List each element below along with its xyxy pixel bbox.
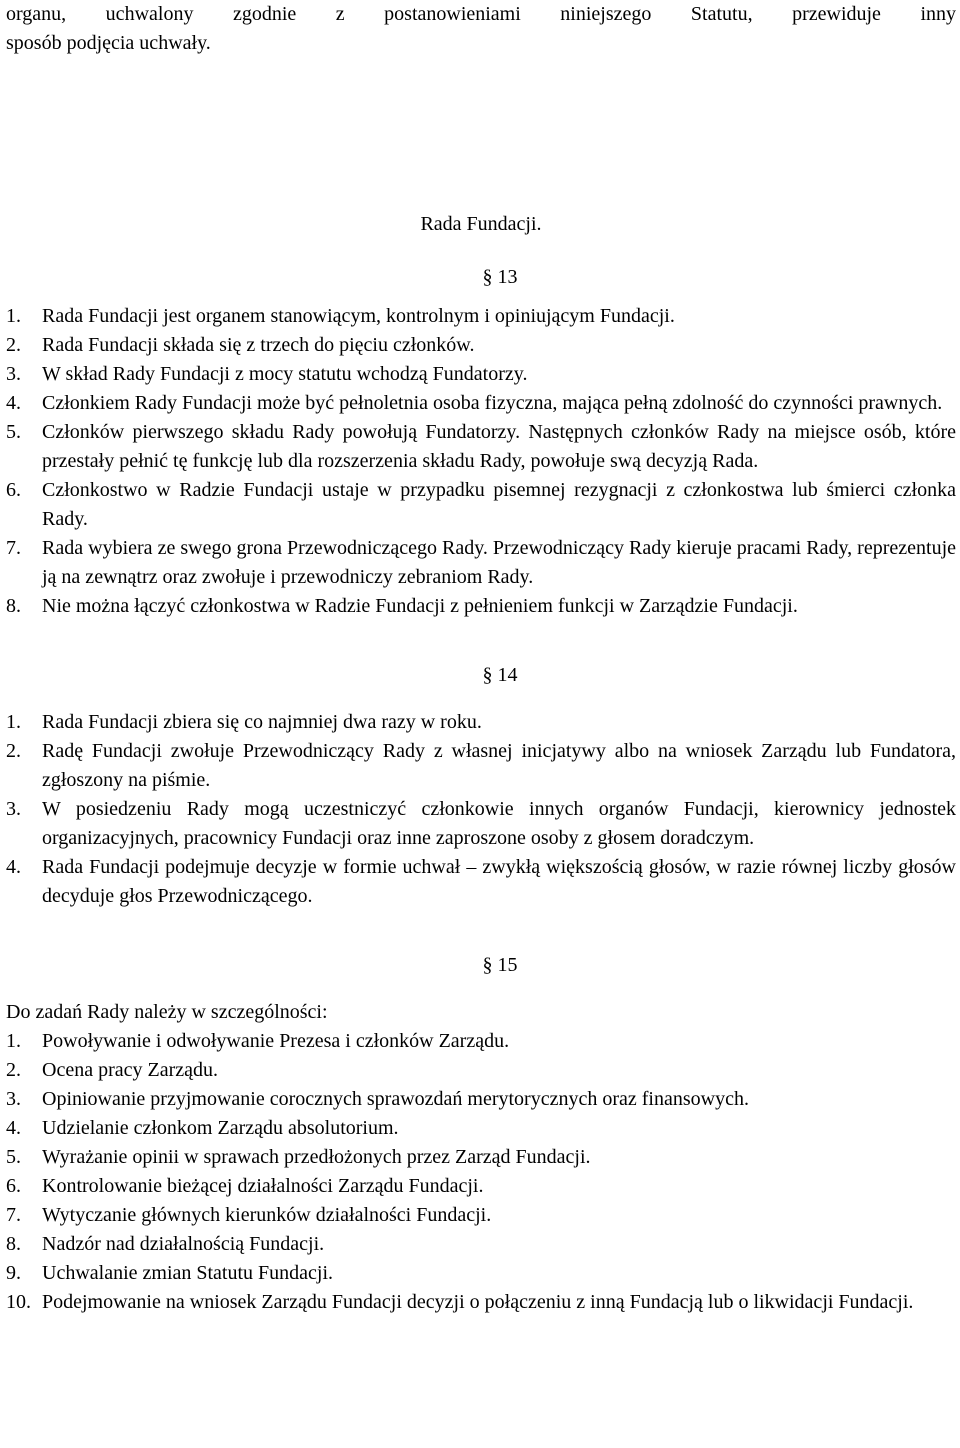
item-text: Wyrażanie opinii w sprawach przedłożonych przez Zarząd Fundacji. bbox=[42, 1146, 591, 1168]
item-text: Wytyczanie głównych kierunków działalności Fundacji. bbox=[42, 1204, 492, 1226]
intro-line-1: organu, uchwalony zgodnie z postanowieniami niniejszego Statutu, przewiduje inny bbox=[6, 3, 956, 25]
item-text: W posiedzeniu Rady mogą uczestniczyć członkowie innych organów Fundacji, kierownicy jednostek organizacyjnych, pracownicy Fundacji oraz inne zaproszone osoby z głosem doradczym. bbox=[42, 798, 956, 849]
paragraph-sign-15: § 15 bbox=[482, 954, 518, 976]
section-13-list bbox=[6, 302, 956, 621]
list-item bbox=[6, 1056, 956, 1085]
item-text: Rada wybiera ze swego grona Przewodniczącego Rady. Przewodniczący Rady kieruje pracami Rady, reprezentuje ją na zewnątrz oraz zwołuje i przewodniczy zebraniom Rady. bbox=[42, 537, 956, 588]
item-number: 5. bbox=[6, 1146, 21, 1168]
item-text: Nadzór nad działalnością Fundacji. bbox=[42, 1233, 325, 1255]
item-text: Powoływanie i odwoływanie Prezesa i członków Zarządu. bbox=[42, 1030, 510, 1052]
list-item bbox=[6, 389, 956, 418]
item-number: 1. bbox=[6, 711, 21, 733]
item-number: 4. bbox=[6, 392, 21, 414]
list-item bbox=[6, 737, 956, 795]
item-number: 7. bbox=[6, 537, 21, 559]
item-number: 1. bbox=[6, 1030, 21, 1052]
item-text: W skład Rady Fundacji z mocy statutu wchodzą Fundatorzy. bbox=[42, 363, 528, 385]
section-14-list bbox=[6, 708, 956, 911]
list-item bbox=[6, 360, 956, 389]
list-item bbox=[6, 534, 956, 592]
item-number: 6. bbox=[6, 1175, 21, 1197]
item-text: Członków pierwszego składu Rady powołują Fundatorzy. Następnych członków Rady na miejsce osób, które przestały pełnić tę funkcję lub dla rozszerzenia składu Rady, powołuje swą decyzją Rada. bbox=[42, 421, 956, 472]
document-page bbox=[6, 0, 956, 1317]
item-text: Nie można łączyć członkostwa w Radzie Fundacji z pełnieniem funkcji w Zarządzie Fundacji. bbox=[42, 595, 798, 617]
item-number: 4. bbox=[6, 1117, 21, 1139]
item-text: Ocena pracy Zarządu. bbox=[42, 1059, 218, 1081]
item-number: 3. bbox=[6, 1088, 21, 1110]
list-item bbox=[6, 1172, 956, 1201]
item-number: 2. bbox=[6, 740, 21, 762]
list-item bbox=[6, 302, 956, 331]
item-text: Uchwalanie zmian Statutu Fundacji. bbox=[42, 1262, 334, 1284]
item-text: Podejmowanie na wniosek Zarządu Fundacji decyzji o połączeniu z inną Fundacją lub o likwidacji Fundacji. bbox=[42, 1291, 914, 1313]
list-item bbox=[6, 592, 956, 621]
item-text: Rada Fundacji podejmuje decyzje w formie uchwał – zwykłą większością głosów, w razie równej liczby głosów decyduje głos Przewodniczącego. bbox=[42, 856, 956, 907]
item-number: 9. bbox=[6, 1262, 21, 1284]
item-text: Udzielanie członkom Zarządu absolutorium. bbox=[42, 1117, 399, 1139]
section-15-list bbox=[6, 1027, 956, 1317]
item-number: 6. bbox=[6, 479, 21, 501]
list-item bbox=[6, 853, 956, 911]
list-item bbox=[6, 708, 956, 737]
item-text: Radę Fundacji zwołuje Przewodniczący Rady z własnej inicjatywy albo na wniosek Zarządu lub Fundatora, zgłoszony na piśmie. bbox=[42, 740, 956, 791]
item-number: 10. bbox=[6, 1291, 31, 1313]
item-number: 3. bbox=[6, 798, 21, 820]
paragraph-sign-13: § 13 bbox=[482, 266, 518, 288]
list-item bbox=[6, 1027, 956, 1056]
item-number: 8. bbox=[6, 595, 21, 617]
item-text: Członkiem Rady Fundacji może być pełnoletnia osoba fizyczna, mająca pełną zdolność do czynności prawnych. bbox=[42, 392, 943, 414]
list-item bbox=[6, 418, 956, 476]
item-text: Członkostwo w Radzie Fundacji ustaje w przypadku pisemnej rezygnacji z członkostwa lub śmierci członka Rady. bbox=[42, 479, 956, 530]
item-number: 1. bbox=[6, 305, 21, 327]
list-item bbox=[6, 331, 956, 360]
list-item bbox=[6, 1259, 956, 1288]
list-item bbox=[6, 1114, 956, 1143]
item-number: 2. bbox=[6, 334, 21, 356]
list-item bbox=[6, 1143, 956, 1172]
list-item bbox=[6, 1288, 956, 1317]
item-number: 8. bbox=[6, 1233, 21, 1255]
list-item bbox=[6, 1085, 956, 1114]
item-number: 3. bbox=[6, 363, 21, 385]
item-text: Rada Fundacji składa się z trzech do pięciu członków. bbox=[42, 334, 475, 356]
item-number: 5. bbox=[6, 421, 21, 443]
list-item bbox=[6, 476, 956, 534]
section-title: Rada Fundacji. bbox=[420, 213, 542, 235]
paragraph-sign-14: § 14 bbox=[482, 664, 518, 686]
item-text: Opiniowanie przyjmowanie corocznych sprawozdań merytorycznych oraz finansowych. bbox=[42, 1088, 749, 1110]
list-item bbox=[6, 795, 956, 853]
intro-line-2: sposób podjęcia uchwały. bbox=[6, 32, 211, 54]
item-text: Rada Fundacji jest organem stanowiącym, kontrolnym i opiniującym Fundacji. bbox=[42, 305, 675, 327]
item-text: Kontrolowanie bieżącej działalności Zarządu Fundacji. bbox=[42, 1175, 484, 1197]
list-item bbox=[6, 1201, 956, 1230]
item-number: 2. bbox=[6, 1059, 21, 1081]
item-number: 4. bbox=[6, 856, 21, 878]
section-15-lead: Do zadań Rady należy w szczególności: bbox=[6, 1001, 328, 1023]
list-item bbox=[6, 1230, 956, 1259]
item-number: 7. bbox=[6, 1204, 21, 1226]
item-text: Rada Fundacji zbiera się co najmniej dwa razy w roku. bbox=[42, 711, 482, 733]
